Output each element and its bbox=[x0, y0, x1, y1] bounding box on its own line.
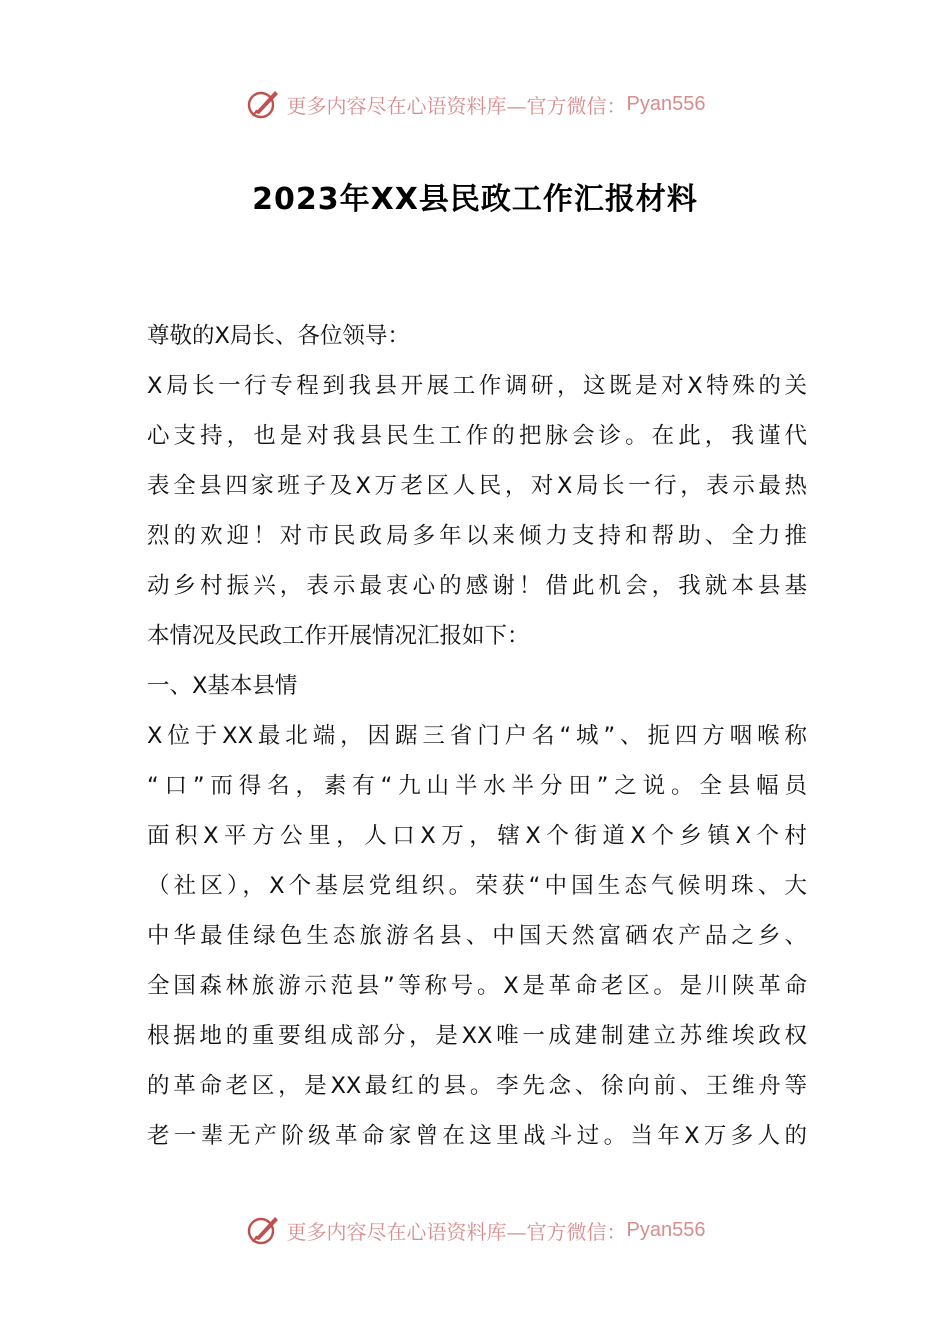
quill-logo-icon bbox=[245, 1212, 281, 1248]
body-line: 老一辈无产阶级革命家曾在这里战斗过。当年X万多人的 bbox=[147, 1123, 807, 1149]
quill-logo-icon bbox=[245, 86, 281, 122]
body-line: X位于XX最北端，因踞三省门户名“城”、扼四方咽喉称 bbox=[147, 723, 807, 749]
body-line: X局长一行专程到我县开展工作调研，这既是对X特殊的关 bbox=[147, 373, 807, 399]
section-heading: 一、X基本县情 bbox=[147, 673, 298, 699]
banner-wechat-id: Pyan556 bbox=[626, 1218, 706, 1241]
body-line: 面积X平方公里，人口X万，辖X个街道X个乡镇X个村 bbox=[147, 823, 807, 849]
body-line: “口”而得名，素有“九山半水半分田”之说。全县幅员 bbox=[147, 773, 807, 799]
document-title: 2023年XX县民政工作汇报材料 bbox=[252, 182, 698, 217]
body-line: 表全县四家班子及X万老区人民，对X局长一行，表示最热 bbox=[147, 473, 807, 499]
body-line: 动乡村振兴，表示最衷心的感谢！借此机会，我就本县基 bbox=[147, 573, 807, 599]
body-line: 中华最佳绿色生态旅游名县、中国天然富硒农产品之乡、 bbox=[147, 923, 807, 949]
body-line: 心支持，也是对我县民生工作的把脉会诊。在此，我谨代 bbox=[147, 423, 807, 449]
banner-text: 更多内容尽在心语资料库—官方微信： bbox=[286, 93, 627, 118]
banner-text: 更多内容尽在心语资料库—官方微信： bbox=[286, 1219, 627, 1244]
body-line: 的革命老区，是XX最红的县。李先念、徐向前、王维舟等 bbox=[147, 1073, 807, 1099]
document-body bbox=[147, 311, 807, 1161]
body-line: （社区），X个基层党组织。荣获“中国生态气候明珠、大 bbox=[147, 873, 807, 899]
body-line: 全国森林旅游示范县”等称号。X是革命老区。是川陕革命 bbox=[147, 973, 807, 999]
footer-banner bbox=[0, 1208, 950, 1252]
salutation: 尊敬的X局长、各位领导： bbox=[147, 323, 410, 349]
header-banner bbox=[0, 82, 950, 126]
body-line: 烈的欢迎！对市民政局多年以来倾力支持和帮助、全力推 bbox=[147, 523, 807, 549]
banner-wechat-id: Pyan556 bbox=[626, 92, 706, 115]
body-line: 本情况及民政工作开展情况汇报如下： bbox=[147, 623, 530, 649]
body-line: 根据地的重要组成部分，是XX唯一成建制建立苏维埃政权 bbox=[147, 1023, 807, 1049]
